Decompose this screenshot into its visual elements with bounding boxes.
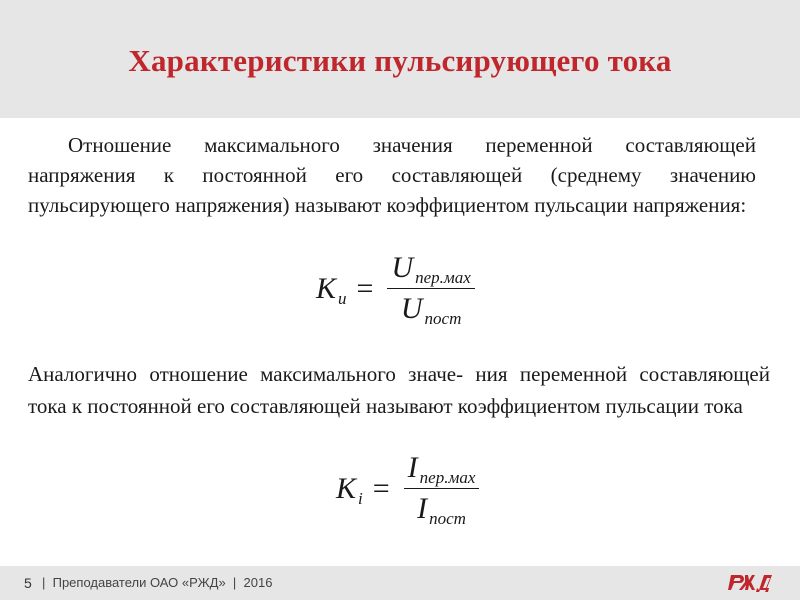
numerator-symbol: I [407,451,418,484]
formula-numerator [404,451,480,485]
denominator-symbol: U [400,292,423,325]
formula-lhs-symbol: K [316,271,337,305]
numerator-subscript: пер.мах [419,468,476,487]
footer-text: | Преподаватели ОАО «РЖД» | 2016 [42,575,273,590]
formula-equals: = [356,271,374,305]
formula-equals: = [372,471,390,505]
formula-lhs-subscript: i [358,488,363,508]
formula-lhs-symbol: K [336,471,357,505]
rzd-logo-icon [727,571,775,593]
denominator-symbol: I [417,492,428,525]
formula-denominator [397,292,466,326]
formula-numerator [387,251,474,285]
formula-denominator [413,492,470,526]
paragraph-voltage-ripple: Отношение максимального значения переменной составляющей напряжения к постоянной его составляющей (среднему значению пульсирующего напряжения) называют коэффициентом пульсации напряжения: [28,133,756,217]
fraction-line [387,288,474,289]
page-number: 5 [24,575,32,591]
numerator-subscript: пер.мах [415,268,471,287]
formula-lhs [316,272,347,306]
denominator-subscript: пост [424,309,462,328]
paragraph-current-ripple: Аналогично отношение максимального значе- ния переменной составляющей тока к постоянной его составляющей называют коэффициентом пульсации тока [28,362,770,418]
denominator-subscript: пост [429,509,466,528]
formula-lhs [336,472,363,506]
formula-current-ripple [336,451,479,526]
fraction-line [404,488,480,489]
formula-lhs-subscript: u [338,288,347,308]
formula-fraction [387,251,474,326]
title-bar [0,0,800,118]
slide-title: Характеристики пульсирующего тока [128,43,672,78]
formula-voltage-ripple [316,251,475,326]
numerator-symbol: U [391,251,414,284]
formula-fraction [404,451,480,526]
